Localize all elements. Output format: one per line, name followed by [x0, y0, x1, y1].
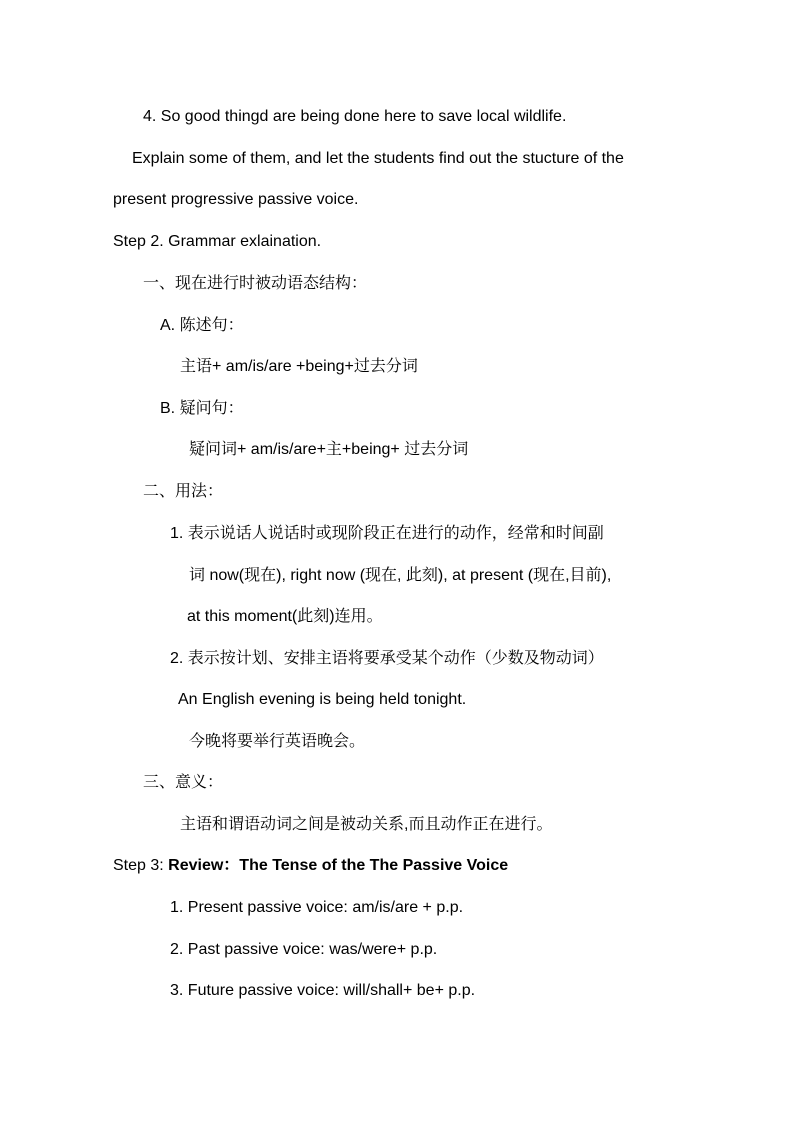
- section-3-heading: 三、意义：: [143, 774, 224, 791]
- step-3-prefix: Step 3:: [113, 857, 169, 874]
- usage-1-line-3: at this moment(此刻)连用。: [187, 608, 383, 625]
- section-2-heading: 二、用法：: [143, 483, 224, 500]
- subsection-b-heading: B. 疑问句：: [160, 400, 244, 417]
- review-item-3: 3. Future passive voice: will/shall+ be+ p.p.: [170, 982, 476, 999]
- usage-1-line-2: 词 now(现在), right now (现在, 此刻), at present (现在,目前),: [189, 567, 612, 584]
- usage-2-example-english: An English evening is being held tonight.: [178, 691, 467, 708]
- meaning-text: 主语和谓语动词之间是被动关系,而且动作正在进行。: [180, 816, 553, 833]
- usage-1-line-1: 1. 表示说话人说话时或现阶段正在进行的动作，经常和时间副: [170, 525, 604, 542]
- instruction-text-line-1: Explain some of them, and let the students find out the stucture of the: [132, 150, 624, 167]
- interrogative-structure: 疑问词+ am/is/are+主+being+ 过去分词: [189, 441, 469, 458]
- usage-2-example-chinese: 今晚将要举行英语晚会。: [189, 733, 366, 750]
- declarative-structure: 主语+ am/is/are +being+过去分词: [180, 358, 418, 375]
- step-3-heading: [113, 856, 508, 876]
- example-sentence-4: 4. So good thingd are being done here to save local wildlife.: [143, 108, 567, 125]
- usage-2-line: 2. 表示按计划、安排主语将要承受某个动作（少数及物动词）: [170, 650, 604, 667]
- instruction-text-line-2: present progressive passive voice.: [113, 191, 359, 208]
- section-1-heading: 一、现在进行时被动语态结构：: [143, 275, 368, 292]
- review-item-1: 1. Present passive voice: am/is/are + p.p.: [170, 899, 464, 916]
- step-2-heading: Step 2. Grammar exlaination.: [113, 233, 322, 250]
- step-3-title: Review：The Tense of the The Passive Voice: [168, 857, 509, 874]
- review-item-2: 2. Past passive voice: was/were+ p.p.: [170, 941, 438, 958]
- subsection-a-heading: A. 陈述句：: [160, 317, 244, 334]
